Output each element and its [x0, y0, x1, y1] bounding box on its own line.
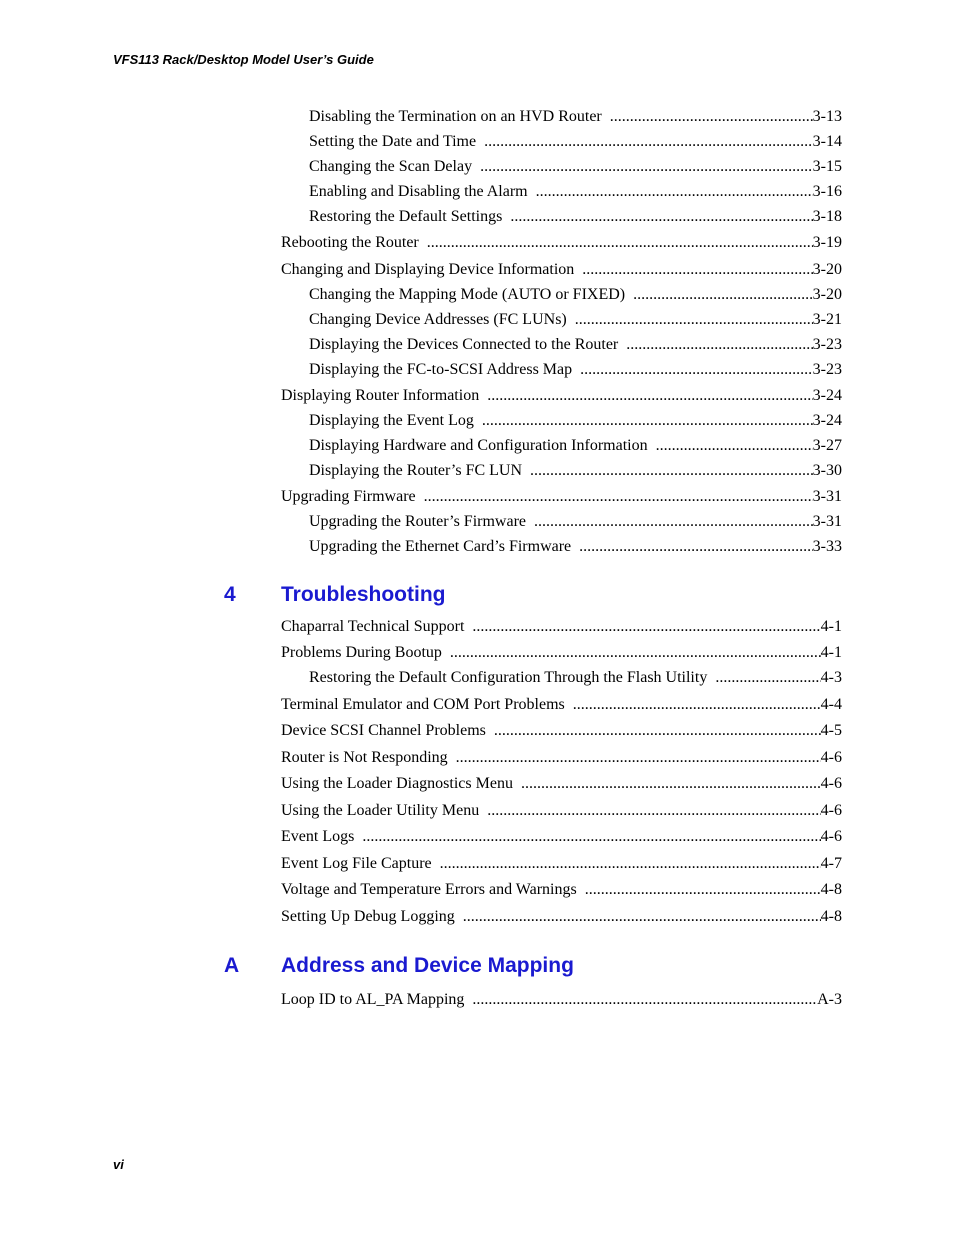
- toc-entry-page: 3-23: [812, 336, 842, 353]
- dot-leader: [456, 748, 821, 768]
- toc-entry-title: Upgrading the Ethernet Card’s Firmware: [309, 538, 572, 555]
- toc-entry[interactable]: [281, 695, 842, 715]
- toc-entry-page: 4-6: [820, 802, 842, 819]
- dot-leader: [580, 360, 813, 380]
- toc-entry-title: Displaying Router Information: [281, 387, 480, 404]
- toc-entry-title: Changing Device Addresses (FC LUNs): [309, 311, 567, 328]
- toc-entry-page: 4-6: [820, 749, 842, 766]
- toc-entry-title: Enabling and Disabling the Alarm: [309, 183, 528, 200]
- toc-entry-page: 4-6: [820, 828, 842, 845]
- toc-entry-title: Displaying the Devices Connected to the Router: [309, 336, 619, 353]
- dot-leader: [424, 487, 813, 507]
- toc-entry-page: 3-20: [812, 286, 842, 303]
- dot-leader: [362, 827, 820, 847]
- toc-entry[interactable]: [281, 854, 842, 874]
- toc-entry-title: Upgrading the Router’s Firmware: [309, 513, 526, 530]
- toc-entry-page: 4-6: [820, 775, 842, 792]
- dot-leader: [582, 260, 812, 280]
- toc-entry-page: 3-27: [812, 437, 842, 454]
- toc-entry[interactable]: [281, 617, 842, 637]
- toc-entry-title: Changing and Displaying Device Information: [281, 261, 575, 278]
- dot-leader: [573, 695, 821, 715]
- toc-entry-page: 4-1: [820, 644, 842, 661]
- toc-entry-page: 3-18: [812, 208, 842, 225]
- toc-entry-title: Setting Up Debug Logging: [281, 908, 455, 925]
- toc-entry-title: Router is Not Responding: [281, 749, 448, 766]
- dot-leader: [510, 207, 812, 227]
- toc-entry-page: 3-19: [812, 234, 842, 251]
- toc-entry[interactable]: [309, 285, 842, 305]
- toc-entry-page: A-3: [817, 991, 842, 1008]
- toc-entry-page: 3-15: [812, 158, 842, 175]
- toc-entry[interactable]: [281, 721, 842, 741]
- toc-entry[interactable]: [309, 182, 842, 202]
- toc-entry[interactable]: [309, 668, 842, 688]
- toc-entry-title: Using the Loader Utility Menu: [281, 802, 480, 819]
- toc-entry[interactable]: [309, 512, 842, 532]
- toc-entry[interactable]: [281, 907, 842, 927]
- toc-entry[interactable]: [281, 386, 842, 406]
- toc-entry-title: Device SCSI Channel Problems: [281, 722, 486, 739]
- dot-leader: [530, 461, 813, 481]
- dot-leader: [626, 335, 812, 355]
- toc-entry[interactable]: [309, 537, 842, 557]
- toc-entry[interactable]: [281, 801, 842, 821]
- dot-leader: [450, 643, 821, 663]
- dot-leader: [482, 411, 813, 431]
- dot-leader: [472, 990, 817, 1010]
- chapter-number: 4: [224, 583, 236, 606]
- dot-leader: [656, 436, 813, 456]
- toc-entry-title: Event Log File Capture: [281, 855, 432, 872]
- toc-entry-page: 4-8: [820, 908, 842, 925]
- dot-leader: [487, 386, 812, 406]
- chapter-title: Address and Device Mapping: [281, 954, 574, 977]
- toc-entry[interactable]: [281, 748, 842, 768]
- toc-entry-page: 3-33: [812, 538, 842, 555]
- toc-entry-page: 3-23: [812, 361, 842, 378]
- toc-entry-title: Chaparral Technical Support: [281, 618, 465, 635]
- toc-entry-title: Terminal Emulator and COM Port Problems: [281, 696, 565, 713]
- toc-entry-page: 4-5: [820, 722, 842, 739]
- toc-entry[interactable]: [309, 157, 842, 177]
- dot-leader: [463, 907, 821, 927]
- toc-entry[interactable]: [281, 487, 842, 507]
- toc-entry-page: 4-3: [820, 669, 842, 686]
- toc-entry-title: Event Logs: [281, 828, 355, 845]
- dot-leader: [484, 132, 813, 152]
- toc-entry-page: 3-14: [812, 133, 842, 150]
- dot-leader: [487, 801, 820, 821]
- toc-entry-title: Changing the Mapping Mode (AUTO or FIXED): [309, 286, 626, 303]
- toc-entry-page: 4-8: [820, 881, 842, 898]
- dot-leader: [536, 182, 813, 202]
- toc-entry-title: Rebooting the Router: [281, 234, 419, 251]
- running-header: VFS113 Rack/Desktop Model User’s Guide: [113, 52, 374, 67]
- toc-entry[interactable]: [309, 461, 842, 481]
- toc-entry-title: Using the Loader Diagnostics Menu: [281, 775, 513, 792]
- dot-leader: [472, 617, 820, 637]
- toc-entry-page: 3-24: [812, 412, 842, 429]
- toc-entry[interactable]: [281, 880, 842, 900]
- dot-leader: [427, 233, 813, 253]
- dot-leader: [610, 107, 813, 127]
- dot-leader: [521, 774, 821, 794]
- page-number: vi: [113, 1157, 124, 1172]
- toc-entry-page: 3-31: [812, 513, 842, 530]
- chapter-title: Troubleshooting: [281, 583, 446, 606]
- toc-entry[interactable]: [281, 260, 842, 280]
- dot-leader: [575, 310, 813, 330]
- dot-leader: [579, 537, 813, 557]
- toc-entry-page: 3-13: [812, 108, 842, 125]
- toc-entry-title: Changing the Scan Delay: [309, 158, 473, 175]
- toc-entry-title: Voltage and Temperature Errors and Warnings: [281, 881, 577, 898]
- toc-entry-page: 3-20: [812, 261, 842, 278]
- toc-entry-title: Problems During Bootup: [281, 644, 442, 661]
- toc-entry[interactable]: [309, 310, 842, 330]
- toc-entry[interactable]: [281, 774, 842, 794]
- toc-entry-title: Loop ID to AL_PA Mapping: [281, 991, 465, 1008]
- toc-entry-page: 3-16: [812, 183, 842, 200]
- dot-leader: [715, 668, 820, 688]
- toc-entry-title: Restoring the Default Settings: [309, 208, 503, 225]
- toc-entry[interactable]: [309, 132, 842, 152]
- toc-entry-page: 3-21: [812, 311, 842, 328]
- toc-entry-title: Upgrading Firmware: [281, 488, 416, 505]
- toc-entry-title: Displaying Hardware and Configuration Information: [309, 437, 648, 454]
- toc-entry-page: 4-1: [820, 618, 842, 635]
- toc-entry[interactable]: [309, 436, 842, 456]
- toc-entry-title: Displaying the Event Log: [309, 412, 474, 429]
- toc-entry-page: 3-24: [812, 387, 842, 404]
- toc-entry[interactable]: [309, 335, 842, 355]
- toc-entry-page: 3-30: [812, 462, 842, 479]
- toc-entry-title: Displaying the Router’s FC LUN: [309, 462, 523, 479]
- toc-entry[interactable]: [309, 360, 842, 380]
- toc-entry-title: Displaying the FC-to-SCSI Address Map: [309, 361, 573, 378]
- toc-entry-page: 3-31: [812, 488, 842, 505]
- dot-leader: [480, 157, 813, 177]
- toc-entry[interactable]: [281, 827, 842, 847]
- toc-entry-title: Setting the Date and Time: [309, 133, 477, 150]
- toc-entry[interactable]: [281, 990, 842, 1010]
- toc-entry-title: Restoring the Default Configuration Through the Flash Utility: [309, 669, 708, 686]
- toc-entry-page: 4-4: [820, 696, 842, 713]
- toc-entry[interactable]: [281, 233, 842, 253]
- toc-entry[interactable]: [309, 107, 842, 127]
- toc-entry[interactable]: [309, 411, 842, 431]
- dot-leader: [494, 721, 821, 741]
- toc-entry[interactable]: [309, 207, 842, 227]
- dot-leader: [585, 880, 821, 900]
- dot-leader: [534, 512, 813, 532]
- toc-entry-title: Disabling the Termination on an HVD Router: [309, 108, 602, 125]
- toc-entry-page: 4-7: [820, 855, 842, 872]
- chapter-number: A: [224, 954, 240, 977]
- toc-entry[interactable]: [281, 643, 842, 663]
- dot-leader: [633, 285, 813, 305]
- dot-leader: [440, 854, 821, 874]
